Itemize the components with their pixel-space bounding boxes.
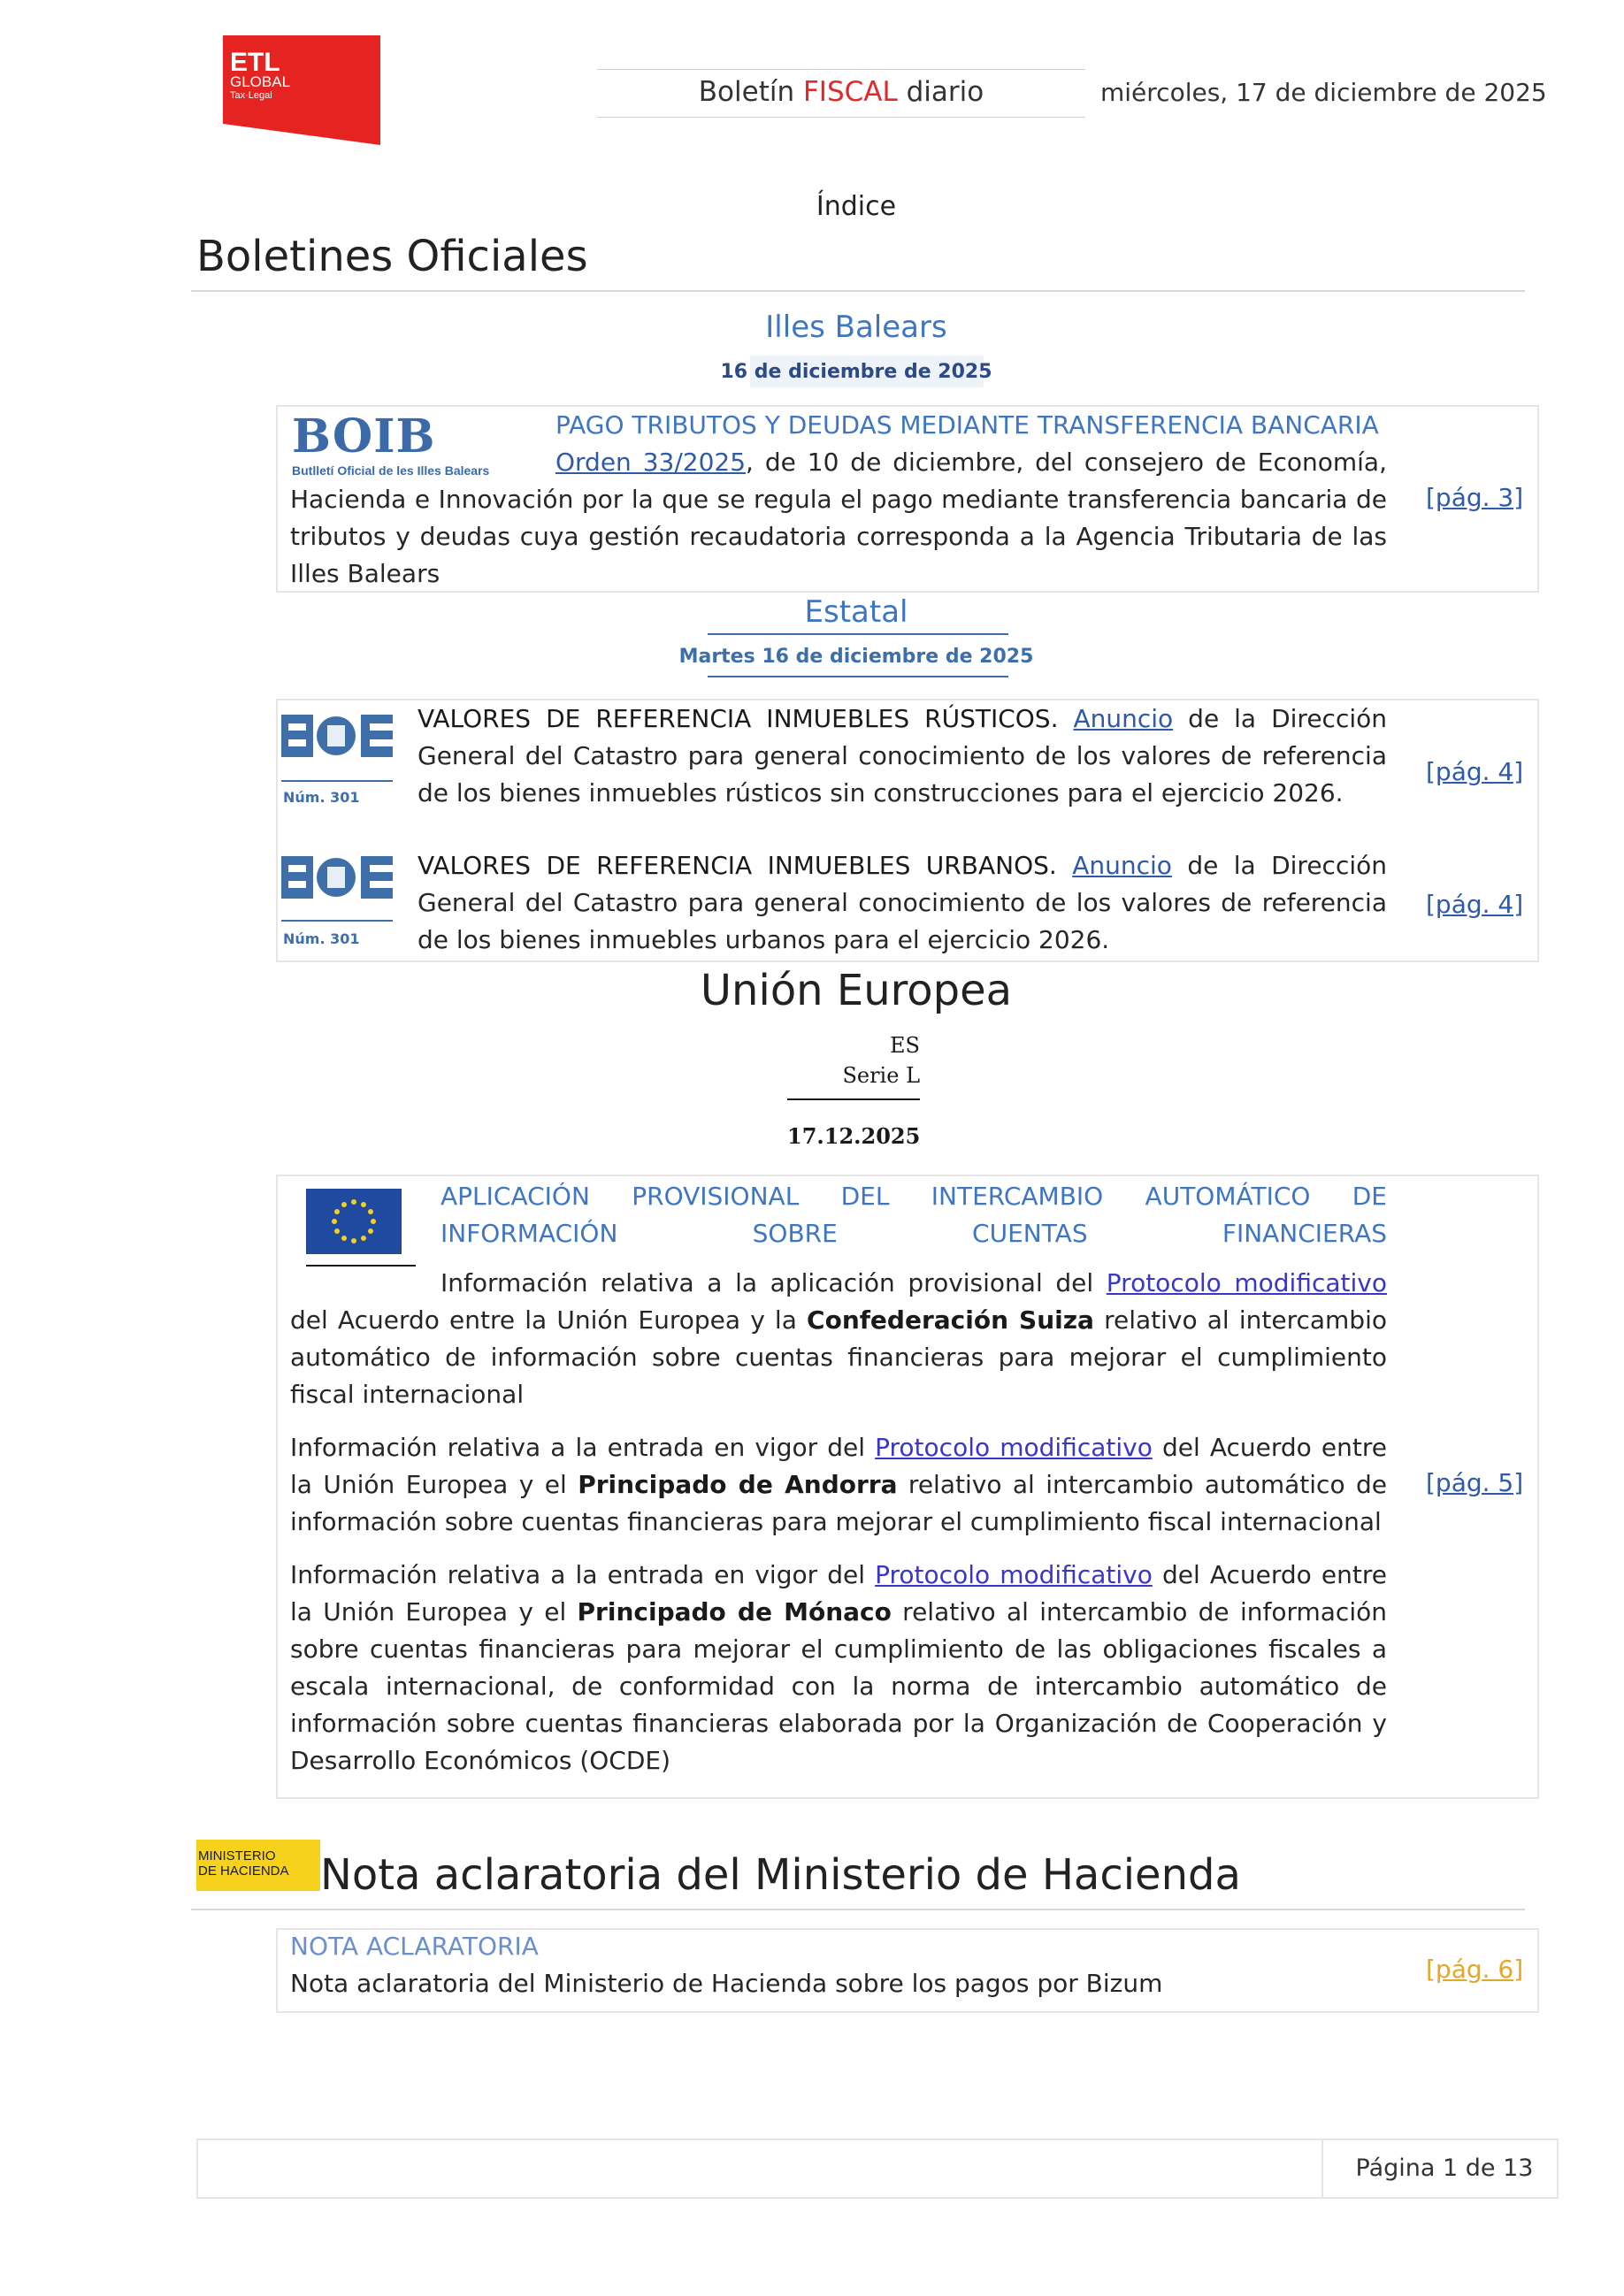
boe-entry-2-text: VALORES DE REFERENCIA INMUEBLES URBANOS. Anuncio de la Dirección General del Catastro para general conocimiento de los valores de referencia de los bienes inmuebles urbanos para el ejercicio 2026.: [417, 851, 1387, 954]
logo-brand: ETL: [230, 48, 280, 77]
header-rule-bottom: [597, 117, 1085, 118]
ministerio-hacienda-logo: MINISTERIO DE HACIENDA: [196, 1840, 320, 1891]
boib-entry-title: PAGO TRIBUTOS Y DEUDAS MEDIANTE TRANSFERENCIA BANCARIA: [555, 410, 1379, 440]
protocolo-link-suiza[interactable]: Protocolo modificativo: [1106, 1268, 1387, 1297]
ue-paragraph-1: Información relativa a la aplicación provisional del Protocolo modificativo del Acuerdo entre la Unión Europea y la Confederación Suiza relativo al intercambio automático de información sobre cuentas financieras para mejorar el cumplimiento fiscal internacional: [290, 1268, 1387, 1409]
boe-num-2: Núm. 301: [283, 930, 360, 947]
section-heading-ue: Unión Europea: [700, 966, 1013, 1015]
boe-logo: [281, 713, 393, 784]
logo-corner: ADD: [340, 36, 377, 55]
boe-num-1: Núm. 301: [283, 789, 360, 806]
bulletin-title: Boletín FISCAL diario: [698, 76, 984, 108]
ue-entry-title-line1: APLICACIÓN PROVISIONAL DEL INTERCAMBIO AUTOMÁTICO DE INFORMACIÓN SOBRE CUENTAS FINANCIERAS: [440, 1182, 1387, 1248]
ue-paragraph-2: Información relativa a la entrada en vigor del Protocolo modificativo del Acuerdo entre la Unión Europea y el Principado de Andorra relativo al intercambio automático de información sobre cuentas financieras para mejorar el cumplimiento fiscal internacional: [290, 1433, 1388, 1536]
region-date-estatal: Martes 16 de diciembre de 2025: [678, 646, 1034, 668]
estatal-rule-top: [708, 633, 1008, 635]
ue-rule: [787, 1098, 920, 1100]
section-heading-boletines: Boletines Oficiales: [196, 232, 588, 281]
protocolo-link-monaco[interactable]: Protocolo modificativo: [875, 1560, 1153, 1589]
boib-logo: BOIB Butlletí Oficial de les Illes Balears: [292, 409, 490, 478]
boe-entry-1-text: VALORES DE REFERENCIA INMUEBLES RÚSTICOS. Anuncio de la Dirección General del Catastro para general conocimiento de los valores de referencia de los bienes inmuebles rústicos sin construcciones para el ejercicio 2026.: [417, 704, 1387, 807]
region-date-baleares: 16 de diciembre de 2025: [720, 361, 992, 383]
region-title-baleares: Illes Balears: [765, 310, 947, 345]
etl-global-logo: [223, 35, 380, 145]
ue-serie: Serie L: [842, 1063, 920, 1088]
region-title-estatal: Estatal: [804, 594, 908, 630]
estatal-rule-bottom: [708, 676, 1008, 677]
footer-separator: [1321, 2140, 1323, 2197]
logo-line1: GLOBAL: [230, 73, 291, 90]
ue-paragraph-3: Información relativa a la entrada en vigor del Protocolo modificativo del Acuerdo entre la Unión Europea y el Principado de Mónaco relativo al intercambio de información sobre cuentas financieras para mejorar el cumplimiento de las obligaciones fiscales a escala internacional, de conformidad con la norma de intercambio automático de información sobre cuentas financieras elaborada por la Organización de Cooperación y Desarrollo Económicos (OCDE): [290, 1560, 1387, 1775]
header-rule-top: [597, 69, 1085, 70]
boe-anuncio-link-1[interactable]: Anuncio: [1073, 704, 1174, 733]
boib-orden-link[interactable]: Orden 33/2025: [555, 448, 747, 477]
section-heading-hacienda: Nota aclaratoria del Ministerio de Hacienda: [320, 1850, 1241, 1900]
section-rule: [191, 290, 1525, 292]
hacienda-page-link[interactable]: [pág. 6]: [1426, 1955, 1524, 1984]
section-rule-hacienda: [191, 1909, 1525, 1910]
index-label: Índice: [816, 191, 897, 222]
logo-line2: Tax·Legal: [230, 90, 272, 101]
bulletin-date: miércoles, 17 de diciembre de 2025: [1100, 78, 1547, 107]
boe-anuncio-link-2[interactable]: Anuncio: [1072, 851, 1172, 880]
boe-page-link-1[interactable]: [pág. 4]: [1426, 757, 1524, 786]
ue-page-link[interactable]: [pág. 5]: [1426, 1468, 1524, 1497]
ue-lang: ES: [890, 1033, 920, 1058]
hacienda-entry-title: NOTA ACLARATORIA: [290, 1932, 539, 1961]
protocolo-link-andorra[interactable]: Protocolo modificativo: [875, 1433, 1153, 1462]
page-number: Página 1 de 13: [1355, 2154, 1534, 2182]
ue-date: 17.12.2025: [787, 1123, 921, 1149]
boib-page-link[interactable]: [pág. 3]: [1426, 483, 1524, 512]
eu-flag-icon: [306, 1189, 402, 1254]
hacienda-entry-text: Nota aclaratoria del Ministerio de Hacienda sobre los pagos por Bizum: [290, 1969, 1163, 1998]
boib-entry-text: Orden 33/2025, de 10 de diciembre, del consejero de Economía, Hacienda e Innovación por la que se regula el pago mediante transferencia bancaria de tributos y deudas cuya gestión recaudatoria corresponda a la Agencia Tributaria de las Illes Balears: [290, 448, 1387, 588]
boe-logo: [281, 854, 393, 925]
boe-page-link-2[interactable]: [pág. 4]: [1426, 890, 1524, 919]
